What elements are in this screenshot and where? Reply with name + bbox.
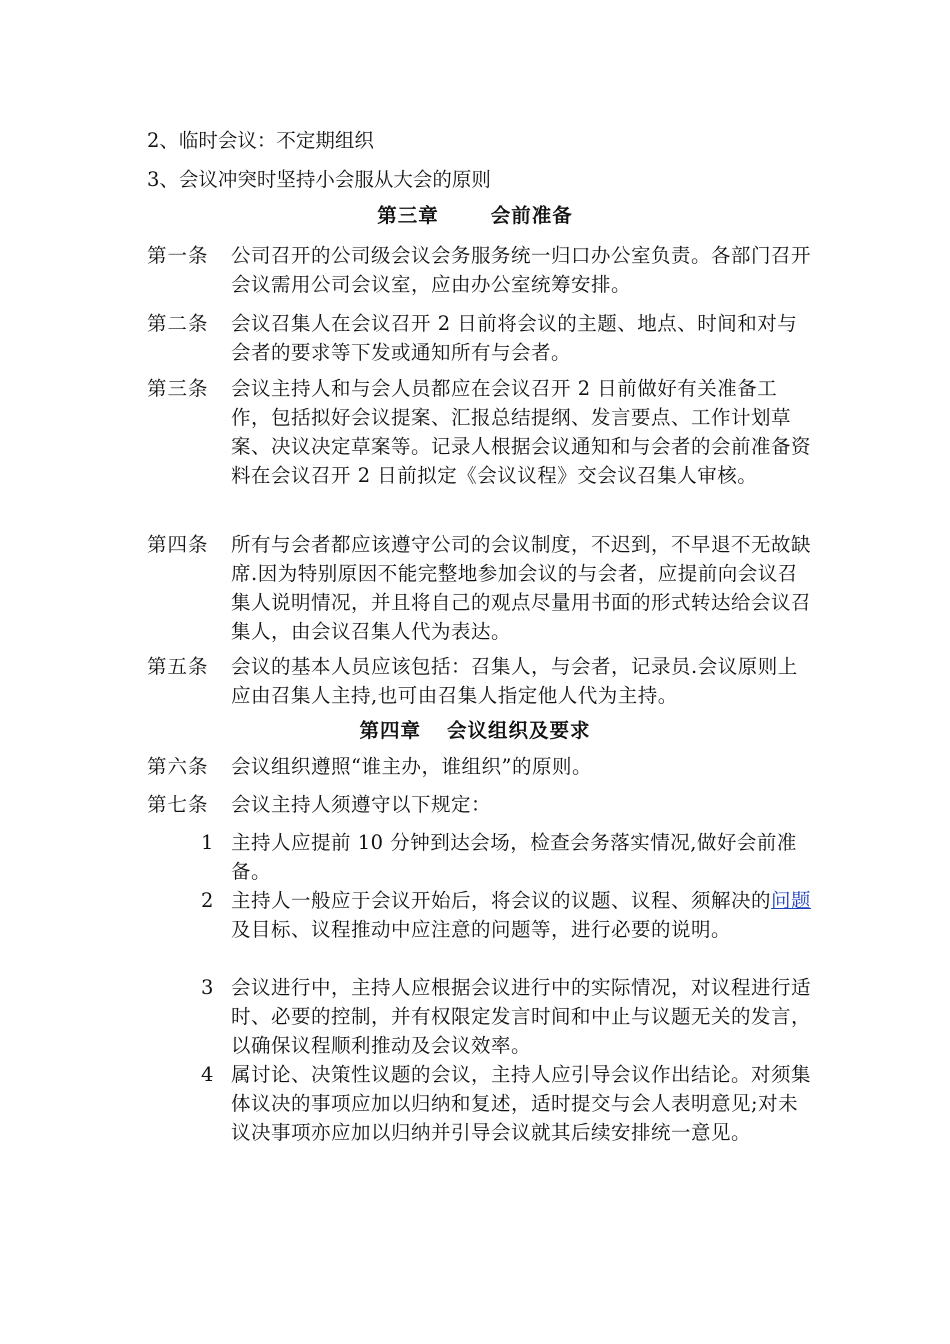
chapter-4-heading <box>0 716 950 746</box>
article-6 <box>147 752 817 781</box>
article-label: 第五条 <box>147 655 209 678</box>
article-label: 第四条 <box>147 533 209 556</box>
article-label: 第二条 <box>147 312 209 335</box>
rule-text: 属讨论、决策性议题的会议，主持人应引导会议作出结论。对须集体议决的事项应加以归纳和复述，适时提交与会人表明意见;对未议决事项亦应加以归纳并引导会议就其后续安排统一意见。 <box>231 1063 812 1144</box>
article-text: 会议的基本人员应该包括：召集人，与会者，记录员.会议原则上应由召集人主持,也可由召集人指定他人代为主持。 <box>231 655 798 707</box>
article-text: 会议召集人在会议召开 2 日前将会议的主题、地点、时间和对与会者的要求等下发或通知所有与会者。 <box>231 312 798 364</box>
rule-text-before: 主持人一般应于会议开始后，将会议的议题、议程、须解决的 <box>231 889 772 912</box>
rule-item-4 <box>196 1060 816 1147</box>
article-text: 所有与会者都应该遵守公司的会议制度，不迟到，不早退不无故缺席.因为特别原因不能完整地参加会议的与会者，应提前向会议召集人说明情况，并且将自己的观点尽量用书面的形式转达给会议召集人，由会议召集人代为表达。 <box>231 533 812 643</box>
article-label: 第三条 <box>147 377 209 400</box>
rule-text: 主持人应提前 10 分钟到达会场，检查会务落实情况,做好会前准备。 <box>231 831 797 883</box>
article-text: 会议组织遵照“谁主办，谁组织”的原则。 <box>231 755 592 778</box>
article-label: 第一条 <box>147 244 209 267</box>
rule-text-after: 及目标、议程推动中应注意的问题等，进行必要的说明。 <box>231 918 732 941</box>
article-text: 会议主持人和与会人员都应在会议召开 2 日前做好有关准备工作，包括拟好会议提案、汇报总结提纲、发言要点、工作计划草案、决议决定草案等。记录人根据会议通知和与会者的会前准备资料在会议召开 2 日前拟定《会议议程》交会议召集人审核。 <box>231 377 812 487</box>
rule-text: 会议进行中，主持人应根据会议进行中的实际情况，对议程进行适时、必要的控制，并有权限定发言时间和中止与议题无关的发言，以确保议程顺利推动及会议效率。 <box>231 976 812 1057</box>
article-1 <box>147 241 817 299</box>
chapter-3-heading <box>0 201 950 231</box>
article-7 <box>147 790 817 819</box>
rule-number: 4 <box>201 1063 214 1086</box>
chapter-3-title: 会前准备 <box>490 204 573 227</box>
problem-link[interactable]: 问题 <box>771 889 812 912</box>
rule-number: 1 <box>201 831 214 854</box>
article-label: 第六条 <box>147 755 209 778</box>
rule-item-1 <box>196 828 816 886</box>
rule-text <box>231 886 816 944</box>
article-2 <box>147 309 817 367</box>
article-text: 公司召开的公司级会议会务服务统一归口办公室负责。各部门召开会议需用公司会议室，应由办公室统筹安排。 <box>231 244 812 296</box>
chapter-3-number: 第三章 <box>377 204 439 227</box>
article-label: 第七条 <box>147 793 209 816</box>
rule-number: 3 <box>201 976 214 999</box>
list-item-temporary-meeting: 2、临时会议：不定期组织 <box>147 129 374 152</box>
article-3 <box>147 374 817 490</box>
article-text: 会议主持人须遵守以下规定： <box>231 793 492 816</box>
rule-item-3 <box>196 973 816 1060</box>
chapter-4-title: 会议组织及要求 <box>447 719 591 742</box>
list-item-conflict-principle: 3、会议冲突时坚持小会服从大会的原则 <box>147 168 491 191</box>
article-5 <box>147 652 817 710</box>
chapter-4-number: 第四章 <box>359 719 421 742</box>
article-4 <box>147 530 817 646</box>
rule-item-2 <box>196 886 816 944</box>
rule-number: 2 <box>201 889 214 912</box>
